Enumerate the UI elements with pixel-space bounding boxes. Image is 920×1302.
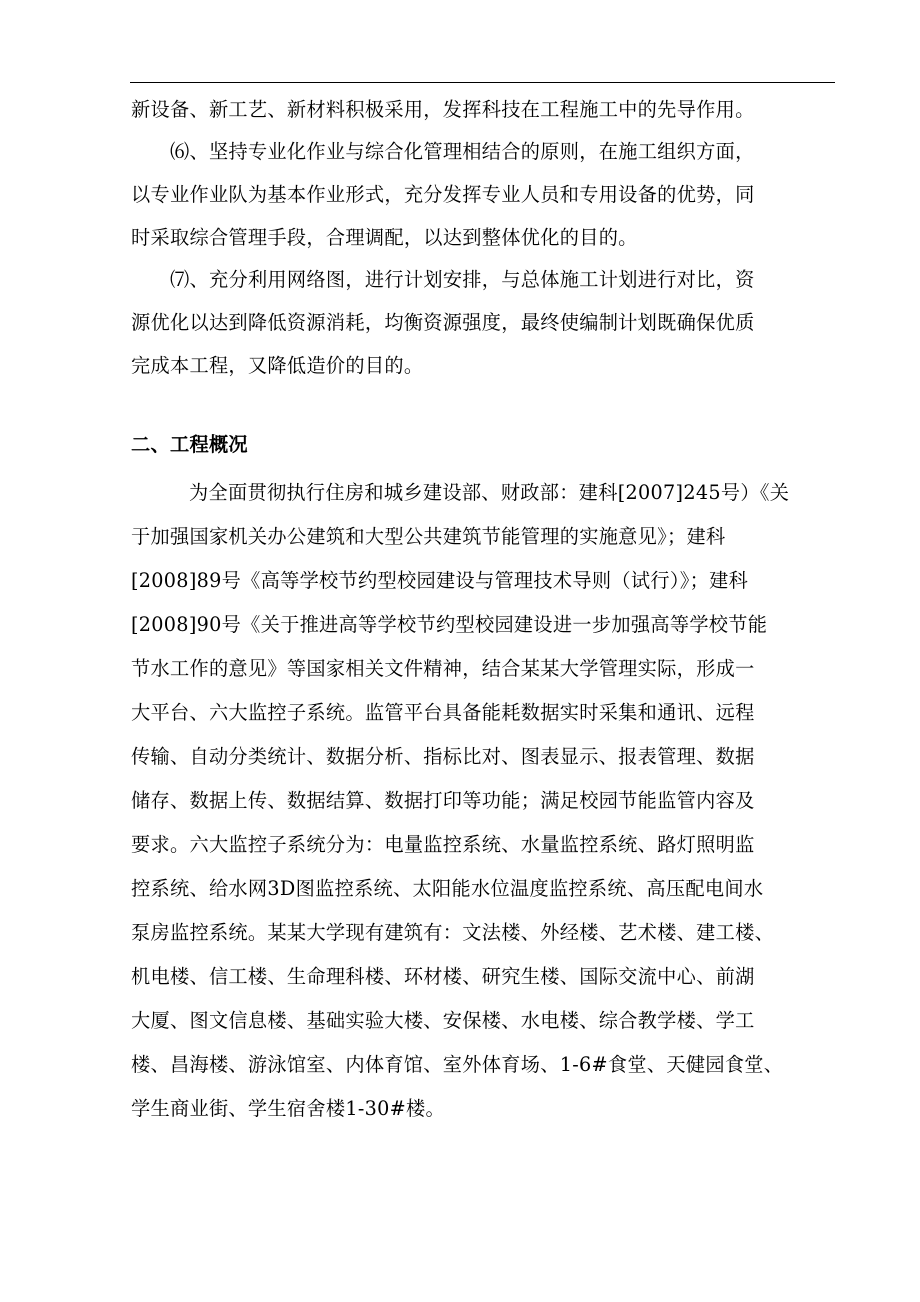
paragraph-line: 机电楼、信工楼、生命理科楼、环材楼、研究生楼、国际交流中心、前湖 (131, 965, 755, 988)
paragraph-line: 控系统、给水网3D图监控系统、太阳能水位温度监控系统、高压配电间水 (131, 877, 764, 900)
paragraph-line: [2008]90号《关于推进高等学校节约型校园建设进一步加强高等学校节能 (131, 613, 768, 636)
paragraph-line: 于加强国家机关办公建筑和大型公共建筑节能管理的实施意见》；建科 (131, 525, 726, 548)
paragraph-line: 大平台、六大监控子系统。监管平台具备能耗数据实时采集和通讯、远程 (131, 701, 755, 724)
paragraph-line: ⑺、充分利用网络图，进行计划安排，与总体施工计划进行对比，资 (170, 268, 755, 291)
paragraph-line: 时采取综合管理手段，合理调配，以达到整体优化的目的。 (131, 226, 638, 249)
paragraph-line: [2008]89号《高等学校节约型校园建设与管理技术导则（试行）》；建科 (131, 569, 749, 592)
paragraph-line: 为全面贯彻执行住房和城乡建设部、财政部：建科[2007]245号）《关 (189, 481, 790, 504)
section-heading: 二、工程概况 (131, 433, 248, 456)
paragraph-line: 传输、自动分类统计、数据分析、指标比对、图表显示、报表管理、数据 (131, 745, 755, 768)
paragraph-line: 源优化以达到降低资源消耗，均衡资源强度，最终使编制计划既确保优质 (131, 311, 755, 334)
paragraph-line: 完成本工程，又降低造价的目的。 (131, 354, 424, 377)
paragraph-line: 以专业作业队为基本作业形式，充分发挥专业人员和专用设备的优势，同 (131, 183, 755, 206)
paragraph-line: 大厦、图文信息楼、基础实验大楼、安保楼、水电楼、综合教学楼、学工 (131, 1009, 755, 1032)
paragraph-line: 储存、数据上传、数据结算、数据打印等功能；满足校园节能监管内容及 (131, 789, 755, 812)
paragraph-line: 要求。六大监控子系统分为：电量监控系统、水量监控系统、路灯照明监 (131, 833, 755, 856)
paragraph-line: ⑹、坚持专业化作业与综合化管理相结合的原则，在施工组织方面， (170, 140, 755, 163)
header-rule (130, 82, 835, 83)
paragraph-line: 泵房监控系统。某某大学现有建筑有：文法楼、外经楼、艺术楼、建工楼、 (131, 921, 775, 944)
paragraph-line: 楼、昌海楼、游泳馆室、内体育馆、室外体育场、1-6#食堂、天健园食堂、 (131, 1053, 784, 1076)
paragraph-line: 学生商业街、学生宿舍楼1-30#楼。 (131, 1097, 446, 1120)
paragraph-line: 新设备、新工艺、新材料积极采用，发挥科技在工程施工中的先导作用。 (131, 98, 755, 121)
paragraph-line: 节水工作的意见》等国家相关文件精神，结合某某大学管理实际，形成一 (131, 657, 755, 680)
